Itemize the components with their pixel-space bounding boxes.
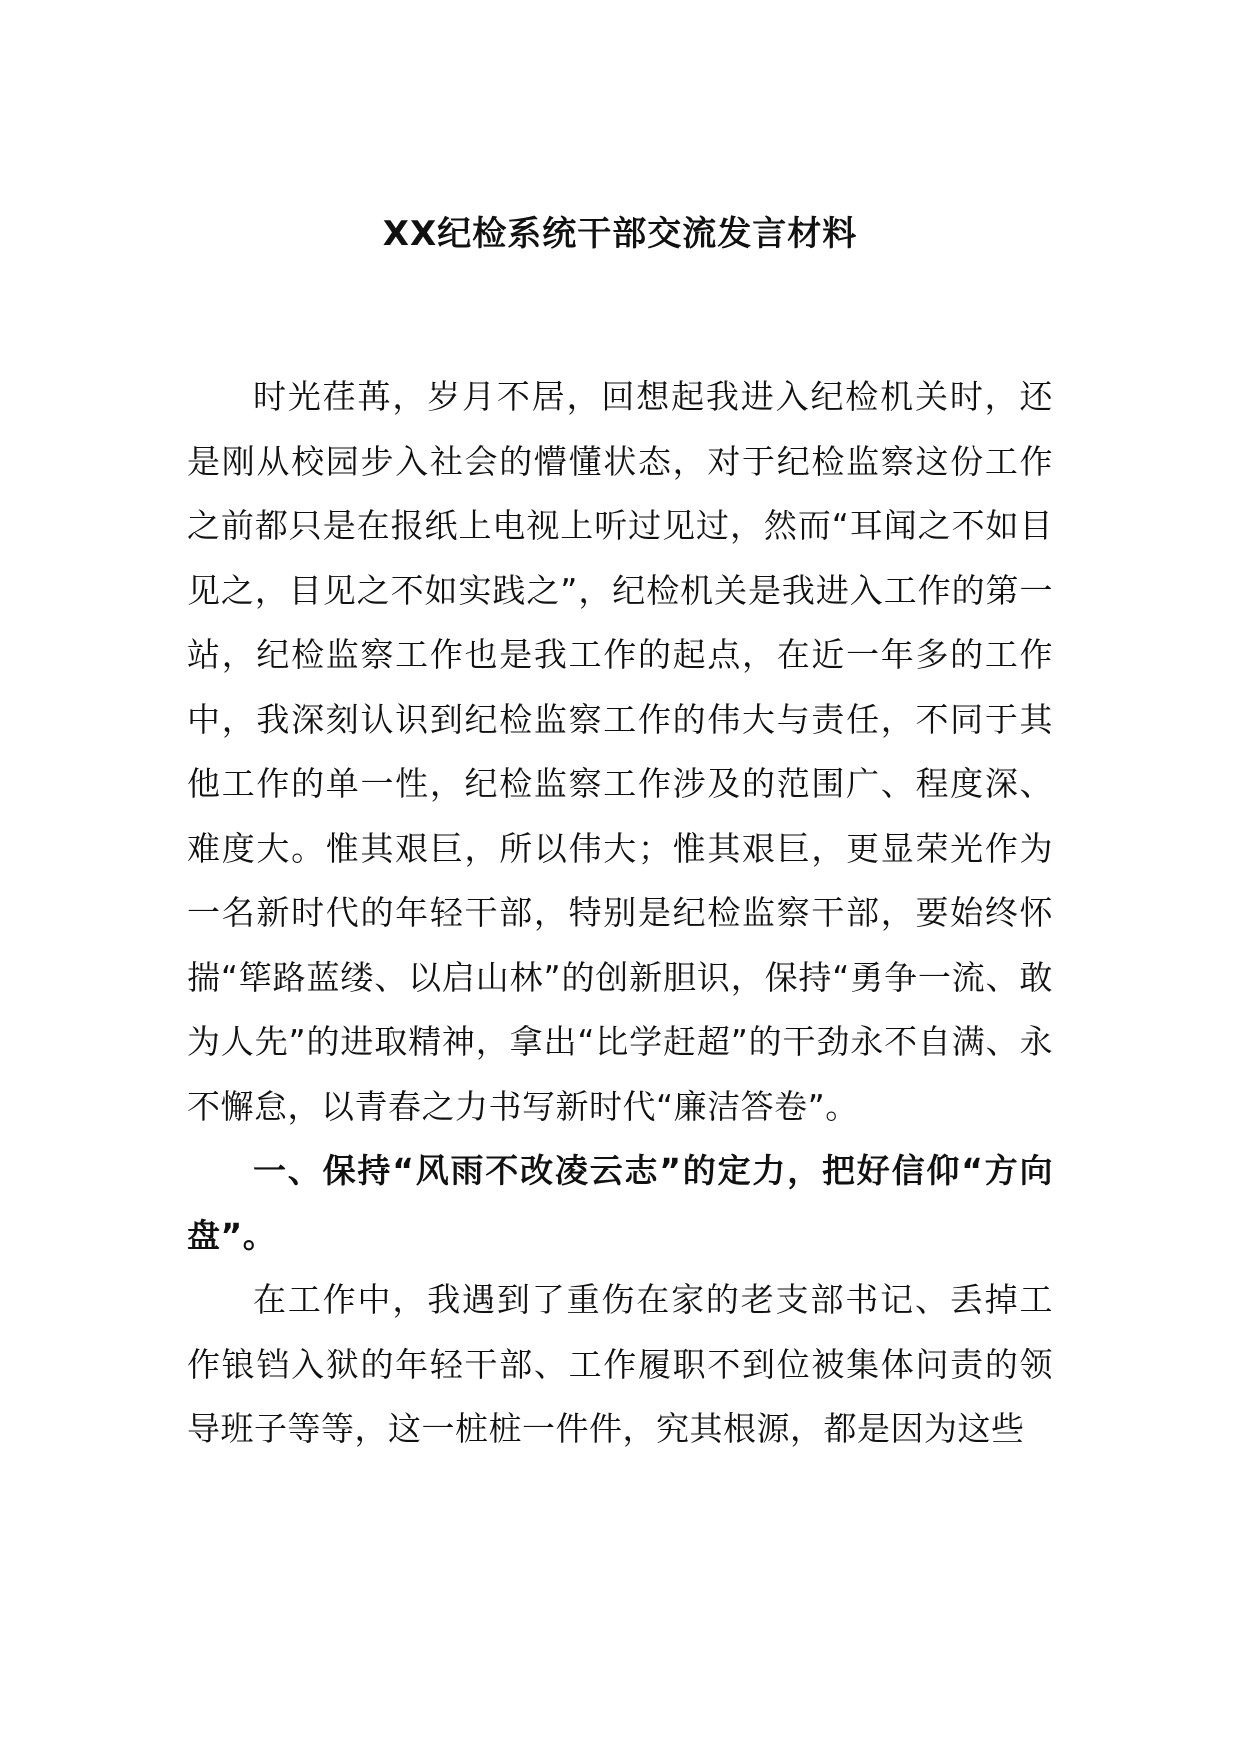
document-title: XX纪检系统干部交流发言材料 [382, 214, 858, 254]
document-body [187, 365, 1053, 1462]
section-heading-1: 一、保持“风雨不改凌云志”的定力，把好信仰“方向盘”。 [187, 1151, 1053, 1255]
body-paragraph-section-1: 在工作中，我遇到了重伤在家的老支部书记、丢掉工作锒铛入狱的年轻干部、工作履职不到位被集体问责的领导班子等等，这一桩桩一件件，究其根源，都是因为这些 [187, 1280, 1053, 1448]
body-paragraph-intro: 时光荏苒，岁月不居，回想起我进入纪检机关时，还是刚从校园步入社会的懵懂状态，对于纪检监察这份工作之前都只是在报纸上电视上听过见过，然而“耳闻之不如目见之，目见之不如实践之”，纪检机关是我进入工作的第一站，纪检监察工作也是我工作的起点，在近一年多的工作中，我深刻认识到纪检监察工作的伟大与责任，不同于其他工作的单一性，纪检监察工作涉及的范围广、程度深、难度大。惟其艰巨，所以伟大；惟其艰巨，更显荣光作为一名新时代的年轻干部，特别是纪检监察干部，要始终怀揣“筚路蓝缕、以启山林”的创新胆识，保持“勇争一流、敢为人先”的进取精神，拿出“比学赶超”的干劲永不自满、永不懈怠，以青春之力书写新时代“廉洁答卷”。 [187, 377, 1053, 1126]
